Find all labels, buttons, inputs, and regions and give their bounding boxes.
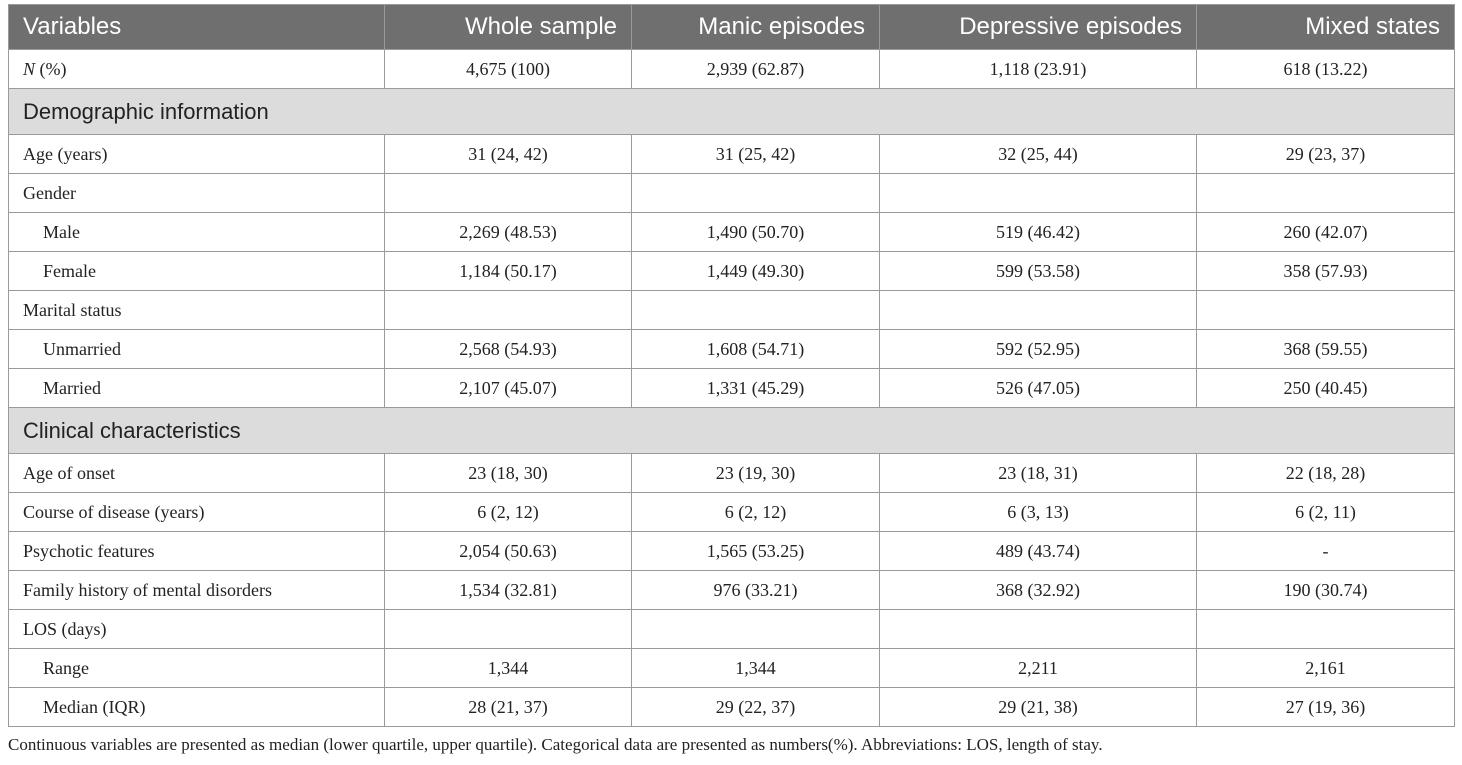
cell-mixed-states: 22 (18, 28) [1197,454,1455,493]
header-mixed-states: Mixed states [1197,5,1455,50]
data-table [8,4,1455,727]
table-row-n [9,50,1455,89]
cell-mixed-states: 250 (40.45) [1197,369,1455,408]
cell-manic-episodes: 1,490 (50.70) [632,213,880,252]
cell-manic-episodes [632,610,880,649]
cell-whole-sample: 31 (24, 42) [385,135,632,174]
cell-mixed-states [1197,174,1455,213]
table-row [9,291,1455,330]
cell-mixed-states [1197,610,1455,649]
row-label: Psychotic features [9,532,385,571]
cell-whole-sample: 1,344 [385,649,632,688]
cell-depressive-episodes: 2,211 [880,649,1197,688]
n-italic: N [23,58,36,79]
table-body [9,50,1455,727]
header-row [9,5,1455,50]
cell-whole-sample: 1,184 (50.17) [385,252,632,291]
cell-whole-sample: 1,534 (32.81) [385,571,632,610]
table-footnote: Continuous variables are presented as median (lower quartile, upper quartile). Categorical data are presented as numbers(%). Abbreviations: LOS, length of stay. [8,735,1103,754]
cell-depressive-episodes: 599 (53.58) [880,252,1197,291]
table-row [9,532,1455,571]
row-label: Course of disease (years) [9,493,385,532]
cell-depressive-episodes: 23 (18, 31) [880,454,1197,493]
row-label: Unmarried [9,330,385,369]
table-row [9,174,1455,213]
cell-whole-sample: 4,675 (100) [385,50,632,89]
cell-depressive-episodes: 368 (32.92) [880,571,1197,610]
cell-depressive-episodes: 29 (21, 38) [880,688,1197,727]
cell-depressive-episodes: 32 (25, 44) [880,135,1197,174]
table-header [9,5,1455,50]
table-row [9,610,1455,649]
cell-manic-episodes: 976 (33.21) [632,571,880,610]
cell-mixed-states: 368 (59.55) [1197,330,1455,369]
row-label: Age (years) [9,135,385,174]
cell-whole-sample [385,291,632,330]
section-header [9,408,1455,454]
table-row [9,571,1455,610]
cell-manic-episodes: 23 (19, 30) [632,454,880,493]
header-manic-episodes: Manic episodes [632,5,880,50]
cell-whole-sample: 2,269 (48.53) [385,213,632,252]
cell-whole-sample [385,174,632,213]
section-title: Clinical characteristics [9,408,1455,454]
header-depressive-episodes: Depressive episodes [880,5,1197,50]
cell-depressive-episodes: 519 (46.42) [880,213,1197,252]
table-row [9,493,1455,532]
cell-manic-episodes: 6 (2, 12) [632,493,880,532]
cell-whole-sample: 2,054 (50.63) [385,532,632,571]
n-rest: (%) [35,58,67,79]
cell-manic-episodes: 1,344 [632,649,880,688]
cell-mixed-states: 618 (13.22) [1197,50,1455,89]
cell-whole-sample: 28 (21, 37) [385,688,632,727]
cell-whole-sample: 6 (2, 12) [385,493,632,532]
table-row [9,369,1455,408]
row-label: LOS (days) [9,610,385,649]
cell-mixed-states: - [1197,532,1455,571]
cell-depressive-episodes [880,291,1197,330]
table-row [9,252,1455,291]
cell-manic-episodes: 29 (22, 37) [632,688,880,727]
table-row [9,688,1455,727]
cell-manic-episodes: 1,608 (54.71) [632,330,880,369]
row-label: Married [9,369,385,408]
header-whole-sample: Whole sample [385,5,632,50]
row-label: Age of onset [9,454,385,493]
row-label: Marital status [9,291,385,330]
row-label: Range [9,649,385,688]
row-label: Median (IQR) [9,688,385,727]
row-label: Male [9,213,385,252]
cell-mixed-states: 358 (57.93) [1197,252,1455,291]
cell-manic-episodes: 2,939 (62.87) [632,50,880,89]
cell-depressive-episodes [880,610,1197,649]
row-label [9,50,385,89]
cell-whole-sample: 2,568 (54.93) [385,330,632,369]
row-label: Female [9,252,385,291]
cell-depressive-episodes: 592 (52.95) [880,330,1197,369]
cell-manic-episodes: 1,449 (49.30) [632,252,880,291]
header-variables: Variables [9,5,385,50]
table-row [9,454,1455,493]
cell-mixed-states: 6 (2, 11) [1197,493,1455,532]
cell-manic-episodes: 1,565 (53.25) [632,532,880,571]
cell-depressive-episodes: 489 (43.74) [880,532,1197,571]
cell-depressive-episodes: 526 (47.05) [880,369,1197,408]
cell-depressive-episodes [880,174,1197,213]
cell-mixed-states: 29 (23, 37) [1197,135,1455,174]
cell-mixed-states: 190 (30.74) [1197,571,1455,610]
cell-depressive-episodes: 1,118 (23.91) [880,50,1197,89]
cell-manic-episodes [632,291,880,330]
cell-whole-sample: 23 (18, 30) [385,454,632,493]
table-row [9,135,1455,174]
table-row [9,649,1455,688]
cell-whole-sample: 2,107 (45.07) [385,369,632,408]
cell-whole-sample [385,610,632,649]
cell-mixed-states: 2,161 [1197,649,1455,688]
cell-depressive-episodes: 6 (3, 13) [880,493,1197,532]
cell-mixed-states: 260 (42.07) [1197,213,1455,252]
row-label: Family history of mental disorders [9,571,385,610]
table-row [9,330,1455,369]
cell-manic-episodes [632,174,880,213]
cell-manic-episodes: 1,331 (45.29) [632,369,880,408]
cell-manic-episodes: 31 (25, 42) [632,135,880,174]
section-header [9,89,1455,135]
cell-mixed-states [1197,291,1455,330]
row-label: Gender [9,174,385,213]
cell-mixed-states: 27 (19, 36) [1197,688,1455,727]
table-row [9,213,1455,252]
section-title: Demographic information [9,89,1455,135]
